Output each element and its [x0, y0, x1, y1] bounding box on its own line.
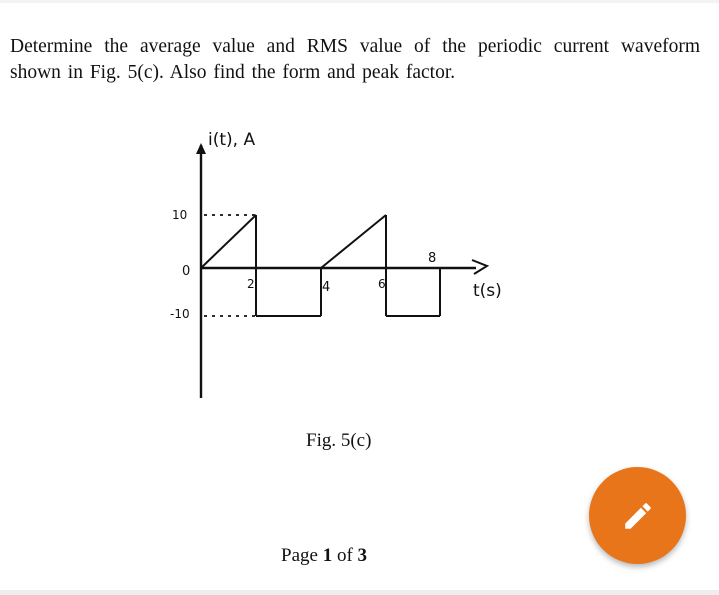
- y-axis-arrow: [196, 143, 206, 154]
- page-current: 1: [322, 545, 333, 566]
- x-tick-label-6: 6: [378, 277, 386, 291]
- y-tick-label-neg10: -10: [170, 307, 190, 321]
- y-tick-label-0: 0: [182, 264, 191, 279]
- page-separator: of: [336, 545, 353, 566]
- edit-button[interactable]: [589, 467, 686, 564]
- x-tick-label-8: 8: [428, 251, 437, 266]
- ramp-segment-1: [201, 215, 256, 268]
- ramp-segment-2: [321, 215, 386, 268]
- page-prefix: Page: [281, 545, 318, 566]
- question-text: Determine the average value and RMS value of the periodic current waveform shown in Fig. 5(c). Also find the form and peak factor.: [10, 36, 700, 83]
- x-tick-label-4: 4: [322, 280, 331, 295]
- bottom-divider: [0, 590, 719, 595]
- page-total: 3: [357, 545, 368, 566]
- y-axis-label: i(t), A: [208, 130, 256, 150]
- x-tick-label-2: 2: [247, 277, 255, 291]
- figure-caption: Fig. 5(c): [306, 430, 372, 451]
- y-tick-label-10: 10: [172, 208, 188, 222]
- x-axis-label: t(s): [473, 281, 502, 301]
- pencil-icon: [621, 499, 655, 533]
- page-indicator: [281, 545, 367, 567]
